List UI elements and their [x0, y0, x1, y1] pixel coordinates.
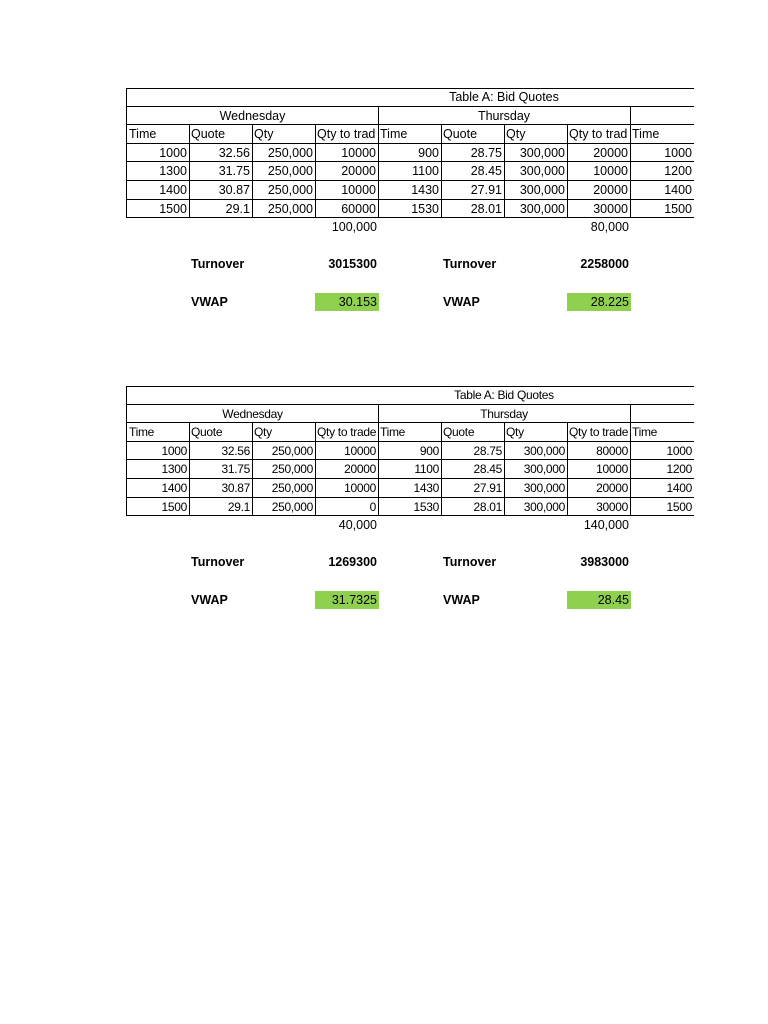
bid-quotes-table-1	[126, 88, 694, 311]
turnover-label: Turnover	[443, 257, 497, 272]
col-header-quote: Quote	[441, 125, 505, 144]
table-cell: 27.91	[441, 181, 505, 200]
table-cell: 250,000	[252, 200, 316, 219]
table-cell: 250,000	[252, 460, 316, 479]
table-cell: 250,000	[252, 181, 316, 200]
col-header-time: Time	[126, 423, 190, 442]
vwap-row	[126, 293, 694, 312]
turnover-wednesday: 3015300	[328, 257, 377, 272]
table-cell: 300,000	[504, 460, 568, 479]
table-cell: 30000	[567, 498, 631, 517]
turnover-thursday: 2258000	[580, 257, 629, 272]
table-cell: 1500	[630, 200, 694, 219]
turnover-row	[126, 553, 694, 572]
table-cell: 900	[378, 442, 442, 461]
table-cell: 1000	[126, 144, 190, 163]
title-row	[126, 386, 694, 405]
table-row	[126, 498, 694, 517]
table-cell: 1100	[378, 162, 442, 181]
table-cell: 1000	[630, 442, 694, 461]
table-cell: 300,000	[504, 442, 568, 461]
table-cell: 20000	[567, 144, 631, 163]
table-title: Table A: Bid Quotes	[454, 388, 554, 402]
table-cell: 31.75	[189, 162, 253, 181]
table-cell: 250,000	[252, 162, 316, 181]
table-cell: 80000	[567, 442, 631, 461]
table-cell: 20000	[315, 162, 379, 181]
table-row	[126, 479, 694, 498]
table-cell: 250,000	[252, 479, 316, 498]
col-header-qty: Qty	[504, 125, 568, 144]
table-cell: 28.01	[441, 200, 505, 219]
table-row	[126, 460, 694, 479]
vwap-wednesday: 30.153	[315, 293, 379, 312]
col-header-quote: Quote	[189, 423, 253, 442]
table-cell: 1000	[126, 442, 190, 461]
table-row	[126, 200, 694, 219]
table-cell: 28.75	[441, 442, 505, 461]
table-cell: 27.91	[441, 479, 505, 498]
col-header-qty-to-trade: Qty to trad	[567, 125, 631, 144]
table-cell: 10000	[567, 162, 631, 181]
table-cell: 60000	[315, 200, 379, 219]
turnover-label: Turnover	[443, 555, 497, 570]
table-row	[126, 442, 694, 461]
table-cell: 1500	[630, 498, 694, 517]
col-header-qty-to-trade: Qty to trad	[315, 125, 379, 144]
table-cell: 28.45	[441, 460, 505, 479]
table-row	[126, 144, 694, 163]
table-cell: 20000	[567, 479, 631, 498]
turnover-thursday: 3983000	[580, 555, 629, 570]
table-cell: 300,000	[504, 162, 568, 181]
table-cell: 20000	[315, 460, 379, 479]
table-cell: 1000	[630, 144, 694, 163]
col-header-qty: Qty	[252, 423, 316, 442]
table-cell: 28.45	[441, 162, 505, 181]
table-cell: 900	[378, 144, 442, 163]
table-cell: 20000	[567, 181, 631, 200]
turnover-wednesday: 1269300	[328, 555, 377, 570]
turnover-label: Turnover	[191, 257, 245, 272]
total-qty-thursday: 140,000	[583, 518, 629, 533]
col-header-time: Time	[630, 125, 694, 144]
day-row	[126, 107, 694, 126]
table-cell: 250,000	[252, 144, 316, 163]
col-header-qty-to-trade: Qty to trade	[315, 423, 379, 442]
table-cell: 28.75	[441, 144, 505, 163]
table-row	[126, 162, 694, 181]
col-header-qty: Qty	[504, 423, 568, 442]
col-header-quote: Quote	[189, 125, 253, 144]
table-cell: 1500	[126, 200, 190, 219]
table-cell: 1430	[378, 181, 442, 200]
table-cell: 28.01	[441, 498, 505, 517]
table-title: Table A: Bid Quotes	[449, 90, 559, 104]
table-cell: 1430	[378, 479, 442, 498]
day-wednesday: Wednesday	[126, 405, 379, 424]
table-cell: 29.1	[189, 200, 253, 219]
turnover-label: Turnover	[191, 555, 245, 570]
table-cell: 300,000	[504, 181, 568, 200]
total-qty-thursday: 80,000	[590, 220, 629, 235]
day-thursday: Thursday	[378, 107, 631, 126]
total-qty-wednesday: 40,000	[338, 518, 377, 533]
table-cell: 300,000	[504, 200, 568, 219]
table-cell: 1400	[126, 181, 190, 200]
vwap-label: VWAP	[191, 294, 228, 309]
table-cell: 30.87	[189, 479, 253, 498]
header-row	[126, 423, 694, 442]
table-cell: 300,000	[504, 498, 568, 517]
table-cell: 1400	[630, 479, 694, 498]
total-qty-wednesday: 100,000	[331, 220, 377, 235]
table-cell: 10000	[315, 181, 379, 200]
table-row	[126, 181, 694, 200]
table-cell: 32.56	[189, 144, 253, 163]
table-cell: 1100	[378, 460, 442, 479]
table-cell: 250,000	[252, 498, 316, 517]
table-cell: 10000	[315, 479, 379, 498]
totals-row	[126, 516, 694, 535]
vwap-label: VWAP	[443, 592, 480, 607]
table-cell: 30.87	[189, 181, 253, 200]
day-row	[126, 405, 694, 424]
table-cell: 10000	[315, 442, 379, 461]
col-header-qty: Qty	[252, 125, 316, 144]
table-cell: 1200	[630, 460, 694, 479]
vwap-row	[126, 591, 694, 610]
day-wednesday: Wednesday	[126, 107, 379, 126]
table-cell: 1400	[126, 479, 190, 498]
title-row	[126, 88, 694, 107]
header-row	[126, 125, 694, 144]
col-header-time: Time	[378, 423, 442, 442]
vwap-thursday: 28.225	[567, 293, 631, 312]
table-cell: 10000	[567, 460, 631, 479]
day-thursday: Thursday	[378, 405, 631, 424]
vwap-label: VWAP	[191, 592, 228, 607]
col-header-time: Time	[630, 423, 694, 442]
col-header-time: Time	[126, 125, 190, 144]
bid-quotes-table-2	[126, 386, 694, 609]
totals-row	[126, 218, 694, 237]
table-cell: 31.75	[189, 460, 253, 479]
table-cell: 1530	[378, 200, 442, 219]
table-cell: 300,000	[504, 144, 568, 163]
vwap-label: VWAP	[443, 294, 480, 309]
table-cell: 300,000	[504, 479, 568, 498]
turnover-row	[126, 255, 694, 274]
table-cell: 250,000	[252, 442, 316, 461]
table-cell: 1400	[630, 181, 694, 200]
col-header-time: Time	[378, 125, 442, 144]
col-header-quote: Quote	[441, 423, 505, 442]
table-cell: 1200	[630, 162, 694, 181]
col-header-qty-to-trade: Qty to trade	[567, 423, 631, 442]
table-cell: 1300	[126, 162, 190, 181]
table-cell: 10000	[315, 144, 379, 163]
table-cell: 1530	[378, 498, 442, 517]
table-cell: 30000	[567, 200, 631, 219]
table-cell: 1300	[126, 460, 190, 479]
table-cell: 29.1	[189, 498, 253, 517]
table-cell: 32.56	[189, 442, 253, 461]
vwap-thursday: 28.45	[567, 591, 631, 610]
table-cell: 1500	[126, 498, 190, 517]
vwap-wednesday: 31.7325	[315, 591, 379, 610]
table-cell: 0	[315, 498, 379, 517]
